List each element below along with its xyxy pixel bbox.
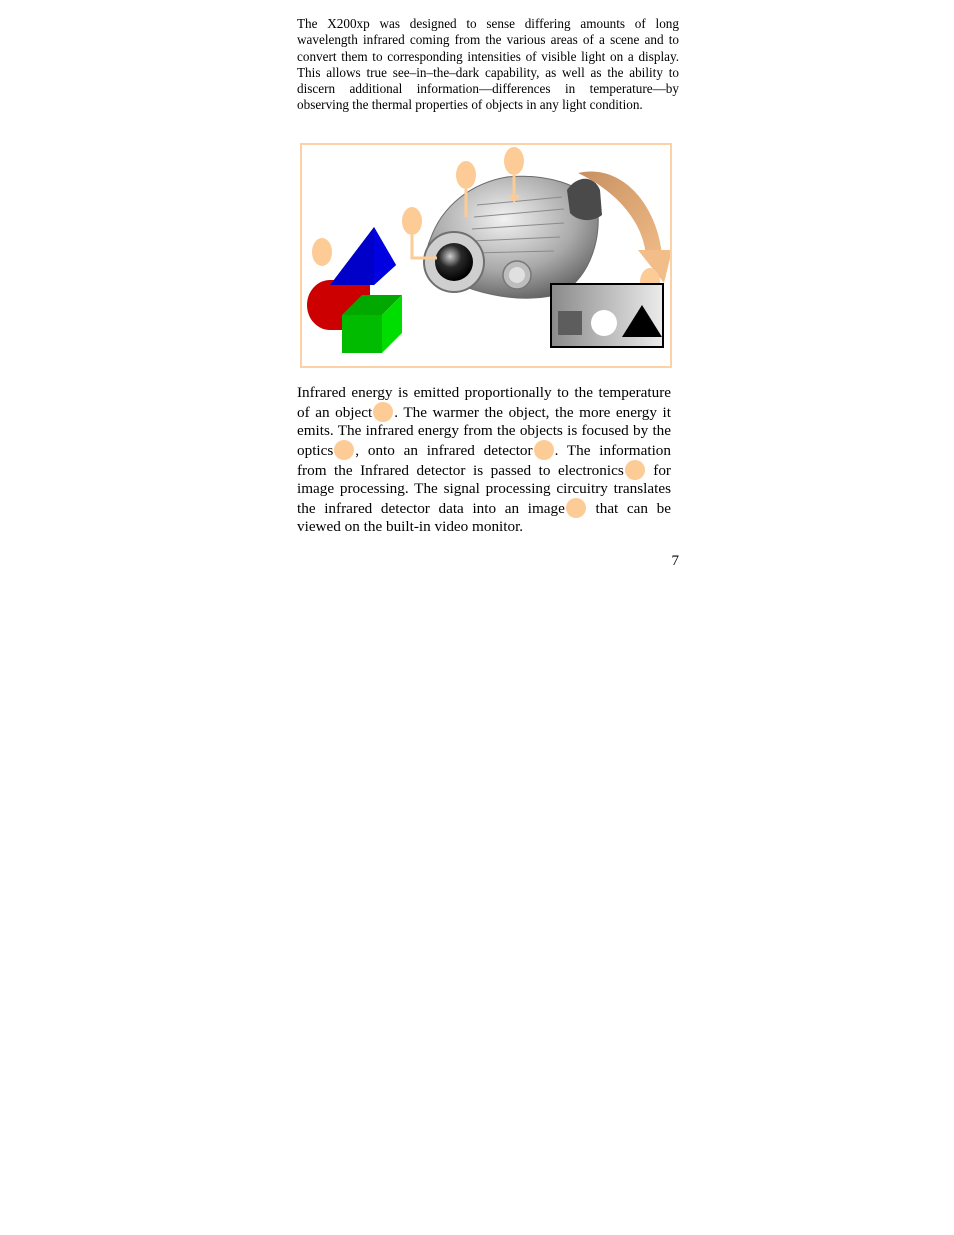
object-marker-inline — [373, 402, 393, 422]
green-cube-front — [342, 315, 382, 353]
video-monitor — [551, 284, 663, 347]
marker-electronics — [504, 147, 524, 175]
diagram-svg — [302, 145, 670, 366]
display-square — [558, 311, 582, 335]
marker-detector — [456, 161, 476, 189]
explanation-text-6: that can be viewed on the built-in video monitor. — [297, 500, 672, 535]
intro-paragraph: The X200xp was designed to sense differing amounts of long wavelength infrared coming from the various areas of a scene and to convert them to corresponding intensities of visible light on a display. This allows true see–in–the–dark capability, as well as the ability to discern additional information—differences in temperature—by observing the thermal properties of objects in any light condition. — [297, 16, 679, 113]
image-marker-inline — [566, 498, 586, 518]
marker-object — [312, 238, 332, 266]
explanation-text-3: , onto an infrared detector — [355, 442, 533, 459]
explanation-paragraph — [297, 384, 671, 536]
explanation-text-4: . The information from the Infrared detector is passed to electronics — [297, 442, 671, 479]
explanation-text-2: . The warmer the object, the more energy it emits. The infrared energy from the objects is focused by the optics — [297, 404, 671, 459]
optics-marker-inline — [334, 440, 354, 460]
infrared-system-diagram — [300, 143, 672, 368]
blue-pyramid-face — [374, 227, 396, 285]
marker-optics — [402, 207, 422, 235]
eyepiece — [567, 179, 602, 220]
lens — [435, 243, 473, 281]
explanation-text-1: Infrared energy is emitted proportionally to the temperature of an object — [297, 384, 671, 421]
page-number: 7 — [671, 553, 679, 569]
focus-knob-inner — [509, 267, 525, 283]
electronics-marker-inline — [625, 460, 645, 480]
display-circle — [591, 310, 617, 336]
explanation-text-5: for image processing. The signal processing circuitry translates the infrared detector data into an image — [297, 462, 671, 517]
detector-marker-inline — [534, 440, 554, 460]
